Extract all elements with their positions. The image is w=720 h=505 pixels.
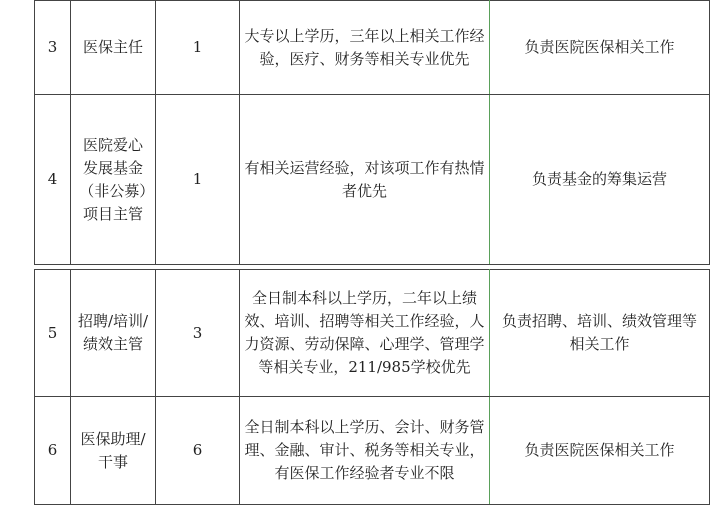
position-cell: 医院爱心发展基金（非公募）项目主管: [71, 95, 156, 265]
duties-cell: 负责医院医保相关工作: [490, 1, 710, 95]
row-number: 5: [35, 270, 71, 397]
table-row: [35, 95, 710, 265]
duties-cell: 负责医院医保相关工作: [490, 397, 710, 505]
requirements-cell: 有相关运营经验，对该项工作有热情者优先: [240, 95, 490, 265]
duties-cell: 负责招聘、培训、绩效管理等相关工作: [490, 270, 710, 397]
row-number: 3: [35, 1, 71, 95]
row-number: 4: [35, 95, 71, 265]
position-cell: 招聘/培训/绩效主管: [71, 270, 156, 397]
row-number: 6: [35, 397, 71, 505]
duties-cell: 负责基金的筹集运营: [490, 95, 710, 265]
table-row: [35, 270, 710, 397]
position-cell: 医保主任: [71, 1, 156, 95]
headcount-cell: 6: [156, 397, 240, 505]
job-table-top: [34, 0, 709, 265]
table-row: [35, 1, 710, 95]
headcount-cell: 1: [156, 1, 240, 95]
requirements-cell: 全日制本科以上学历、会计、财务管理、金融、审计、税务等相关专业，有医保工作经验者专业不限: [240, 397, 490, 505]
headcount-cell: 1: [156, 95, 240, 265]
headcount-cell: 3: [156, 270, 240, 397]
table-row: [35, 397, 710, 505]
position-cell: 医保助理/干事: [71, 397, 156, 505]
job-table-bottom: [34, 269, 709, 505]
requirements-cell: 全日制本科以上学历，二年以上绩效、培训、招聘等相关工作经验，人力资源、劳动保障、心理学、管理学等相关专业，211/985学校优先: [240, 270, 490, 397]
requirements-cell: 大专以上学历，三年以上相关工作经验，医疗、财务等相关专业优先: [240, 1, 490, 95]
